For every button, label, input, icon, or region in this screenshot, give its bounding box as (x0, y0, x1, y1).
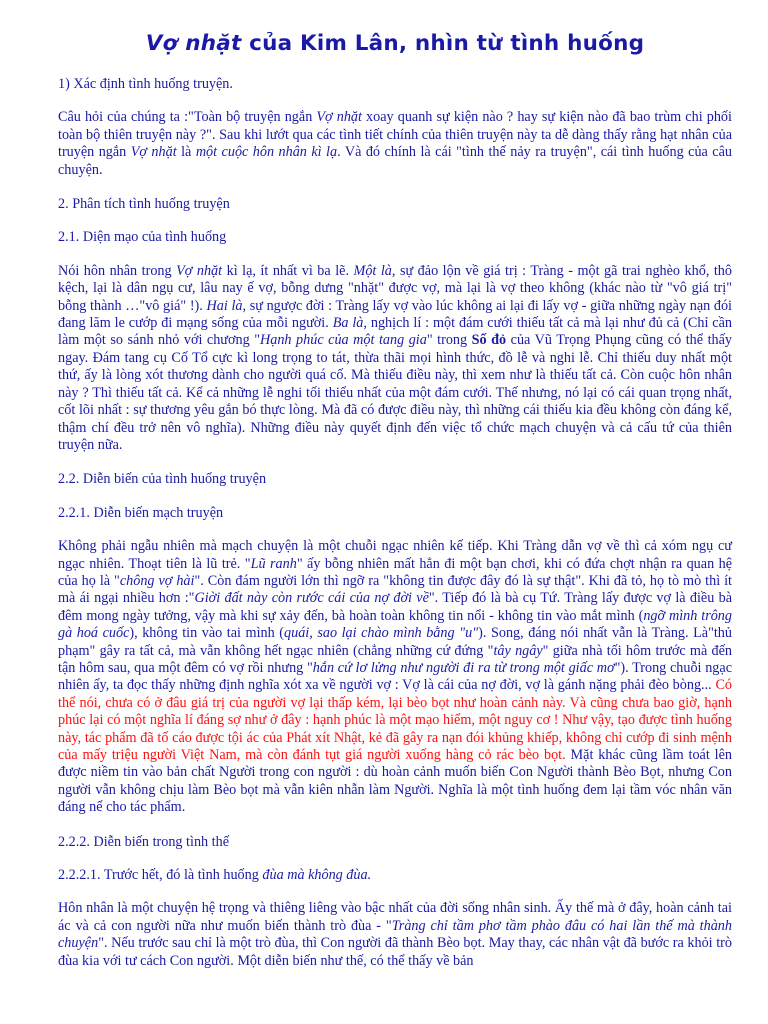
paragraph-4: Hôn nhân là một chuyện hệ trọng và thiêng liêng vào bậc nhất của đời sống nhân sinh. Ấy thế mà ở đây, hoàn cảnh tai ác và cả con người nữa như muốn biến thành trò đùa - "Tràng chỉ tầm phơ tầm phào đâu có hai lần thế mà thành chuyện". Nếu trước sau chỉ là một trò đùa, thì Con người đã thành Bèo bọt. May thay, các nhân vật đã bước ra khỏi trò đùa kia với tư cách Con người. Một diễn biến như thế, có thể thấy về bản (58, 900, 732, 969)
page-title (58, 30, 732, 58)
section-2-2-heading: 2.2. Diễn biến của tình huống truyện (58, 471, 267, 488)
paragraph-2: Nói hôn nhân trong Vợ nhặt kì lạ, ít nhất vì ba lẽ. Một là, sự đảo lộn về giá trị : Tràng - một gã trai nghèo khổ, thô kệch, lại là dân ngụ cư, lâu nay ế vợ, bỗng dưng "nhặt" được vợ, mà lại là vợ theo không (khác nào từ "vô giá trị" bỗng thành …"vô giá" !). Hai là, sự ngược đời : Tràng lấy vợ vào lúc không ai lại đi lấy vợ - giữa những ngày nạn đói đang lăm le cướp đi mạng sống của mỗi người. Ba là, nghịch lí : một đám cưới thiếu tất cả mà lại như đủ cả (Chỉ cần làm một so sánh nhỏ với chương "Hạnh phúc của một tang gia" trong Số đỏ của Vũ Trọng Phụng cũng có thể thấy ngay. Đám tang cụ Cố Tổ cực kì long trọng to tát, thừa thãi mọi hình thức, đồ lễ và nghi lễ. Chỉ thiếu duy nhất một thứ, ấy là lòng xót thương dành cho người quá cố. Mà thiếu điều này, thì xem như là thiếu tất cả. Còn cuộc hôn nhân này ? Thì thiếu tất cả. Kể cả những lễ nghi tối thiểu nhất của một đám cưới. Thế nhưng, nó lại có cái quan trọng nhất, cốt lõi nhất : sự thương yêu gắn bó thực lòng. Mà đã có được điều này, thì những cái thiếu kia đều không còn đáng kể, thậm chí đều trở nên vô nghĩa). Những điều này quyết định đến việc tổ chức mạch chuyện và cả cấu tứ của thiên truyện nữa. (58, 262, 732, 453)
document-page (58, 30, 732, 987)
title-rest: của Kim Lân, nhìn từ tình huống (241, 31, 645, 56)
section-2-2-1-heading: 2.2.1. Diễn biến mạch truyện (58, 504, 224, 521)
section-1-heading: 1) Xác định tình huống truyện. (58, 76, 233, 92)
highlighted-red-text: Có thể nói, chưa có ở đâu giá trị của người vợ lại thấp kém, lại bèo bọt như hoàn cảnh này. Và cũng chưa bao giờ, hạnh phúc lại có một nghĩa lí đáng sợ như ở đây : hạnh phúc là một mạo hiểm, một nguy cơ ! Như vậy, tạo được tình huống này, tác phẩm đã tố cáo được tội ác của Phát xít Nhật, kẻ đã gây ra nạn đói khủng khiếp, không chỉ cướp đi sinh mệnh của mấy triệu người Việt Nam, mà còn đánh tụt giá người xuống hàng cỏ rác bèo bọt. (58, 677, 732, 763)
section-2-1-heading: 2.1. Diện mạo của tình huống (58, 229, 227, 246)
section-2-2-2-heading: 2.2.2. Diễn biến trong tình thế (58, 833, 230, 850)
paragraph-1: Câu hỏi của chúng ta :"Toàn bộ truyện ngắn Vợ nhặt xoay quanh sự kiện nào ? hay sự kiện nào đã bao trùm chi phối toàn bộ thiên truyện này ?". Sau khi lướt qua các tình tiết chính của thiên truyện này ta dễ dàng thấy rằng hạt nhân của truyện ngắn Vợ nhặt là một cuộc hôn nhân kì lạ. Và đó chính là cái "tình thế nảy ra truyện", cái tình huống của câu chuyện. (58, 109, 732, 178)
section-2-heading: 2. Phân tích tình huống truyện (58, 196, 230, 213)
paragraph-3: Không phải ngẫu nhiên mà mạch chuyện là một chuỗi ngạc nhiên kế tiếp. Khi Tràng dẫn vợ về thì cả xóm ngụ cư ngạc nhiên. Thoạt tiên là lũ trẻ. "Lũ ranh" ấy bỗng nhiên mất hẳn đi một bạn chơi, khi có đứa chợt nhận ra quan hệ của họ là "chông vợ hài". Còn đám người lớn thì ngỡ ra "không tin được đây đó là sự thật". Khi đã tỏ, họ tò mò thì ít mà ái ngại nhiều hơn :"Giời đất này còn rước cái của nợ đời về". Tiếp đó là bà cụ Tứ. Tràng lấy được vợ là điều bà đêm mong ngày tưởng, vậy mà khi sự xảy đến, bà hoàn toàn không tin nổi - không tin vào mắt mình (ngỡ mình trông gà hoá cuốc), không tin vào tai mình (quái, sao lại chào mình bằng "u"). Song, đáng nói nhất vẫn là Tràng. Là"thủ phạm" gây ra tất cả, mà vẫn không hết ngạc nhiên (chẳng những cứ đứng "tây ngây" giữa nhà tối hôm trước mà đến tận hôm sau, qua một đêm có vợ rồi nhưng "hắn cứ lơ lửng như người đi ra từ trong một giấc mơ"). Trong chuỗi ngạc nhiên ấy, ta đọc thấy những định nghĩa xót xa về người vợ : Vợ là cái của nợ đời, vợ là gánh nặng phải đèo bòng... Có thể nói, chưa có ở đâu giá trị của người vợ lại thấp kém, lại bèo bọt như hoàn cảnh này. Và cũng chưa bao giờ, hạnh phúc lại có một nghĩa lí đáng sợ như ở đây : hạnh phúc là một mạo hiểm, một nguy cơ ! Như vậy, tạo được tình huống này, tác phẩm đã tố cáo được tội ác của Phát xít Nhật, kẻ đã gây ra nạn đói khủng khiếp, không chỉ cướp đi sinh mệnh của mấy triệu người Việt Nam, mà còn đánh tụt giá người xuống hàng cỏ rác bèo bọt. Mặt khác cũng lầm toát lên được niềm tin vào bản chất Người trong con người : dù hoàn cảnh muốn biến Con Người thành Bèo Bọt, nhưng Con người vẫn không chịu làm Bèo bọt mà vẫn kiên nhẫn làm Người. Nghĩa là một tình huống đem lại tầm vóc nhân văn đáng nể cho tác phẩm. (58, 538, 732, 816)
section-2-2-2-1-heading: 2.2.2.1. Trước hết, đó là tình huống đùa mà không đùa. (58, 867, 372, 884)
title-italic: Vợ nhặt (145, 31, 242, 56)
